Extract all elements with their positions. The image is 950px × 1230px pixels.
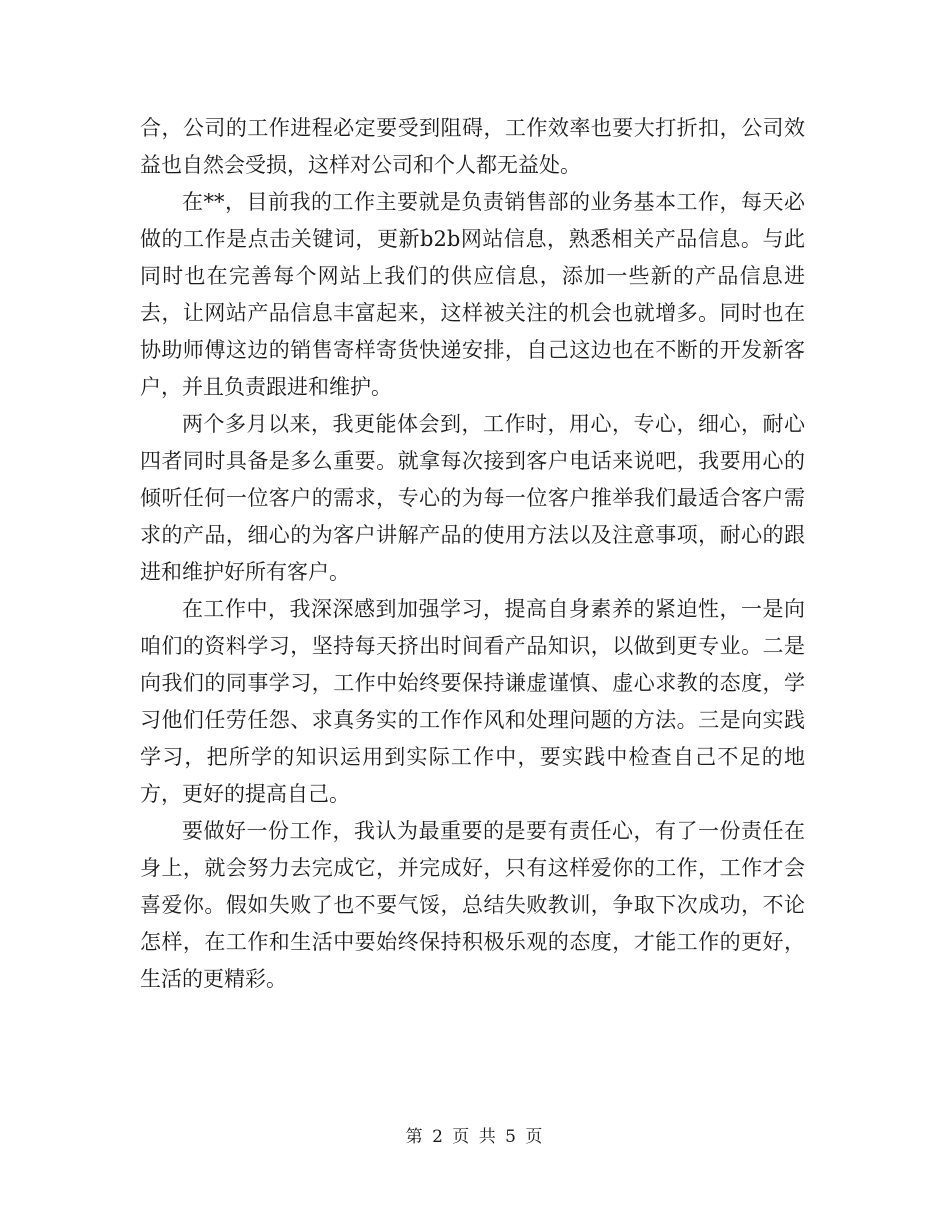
document-body — [140, 110, 805, 998]
paragraph-continuation: 合，公司的工作进程必定要受到阻碍，工作效率也要大打折扣，公司效益也自然会受损，这样对公司和个人都无益处。 — [140, 116, 805, 177]
paragraph-four-hearts: 两个多月以来，我更能体会到，工作时，用心，专心，细心，耐心四者同时具备是多么重要。就拿每次接到客户电话来说吧，我要用心的倾听任何一位客户的需求，专心的为每一位客户推举我们最适合客户需求的产品，细心的为客户讲解产品的使用方法以及注意事项，耐心的跟进和维护好所有客户。 — [140, 412, 805, 584]
paragraph-learning: 在工作中，我深深感到加强学习，提高自身素养的紧迫性，一是向咱们的资料学习，坚持每天挤出时间看产品知识，以做到更专业。二是向我们的同事学习，工作中始终要保持谦虚谨慎、虚心求教的态度，学习他们任劳任怨、求真务实的工作作风和处理问题的方法。三是向实践学习，把所学的知识运用到实际工作中，要实践中检查自己不足的地方，更好的提高自己。 — [140, 597, 805, 806]
paragraph-current-work: 在**，目前我的工作主要就是负责销售部的业务基本工作，每天必做的工作是点击关键词，更新b2b网站信息，熟悉相关产品信息。与此同时也在完善每个网站上我们的供应信息，添加一些新的产品信息进去，让网站产品信息丰富起来，这样被关注的机会也就增多。同时也在协助师傅这边的销售寄样寄货快递安排，自己这边也在不断的开发新客户，并且负责跟进和维护。 — [140, 190, 805, 399]
page-number-footer: 第 2 页 共 5 页 — [405, 1127, 545, 1147]
paragraph-responsibility: 要做好一份工作，我认为最重要的是要有责任心，有了一份责任在身上，就会努力去完成它，并完成好，只有这样爱你的工作，工作才会喜爱你。假如失败了也不要气馁，总结失败教训，争取下次成功，不论怎样，在工作和生活中要始终保持积极乐观的态度，才能工作的更好，生活的更精彩。 — [140, 819, 805, 991]
